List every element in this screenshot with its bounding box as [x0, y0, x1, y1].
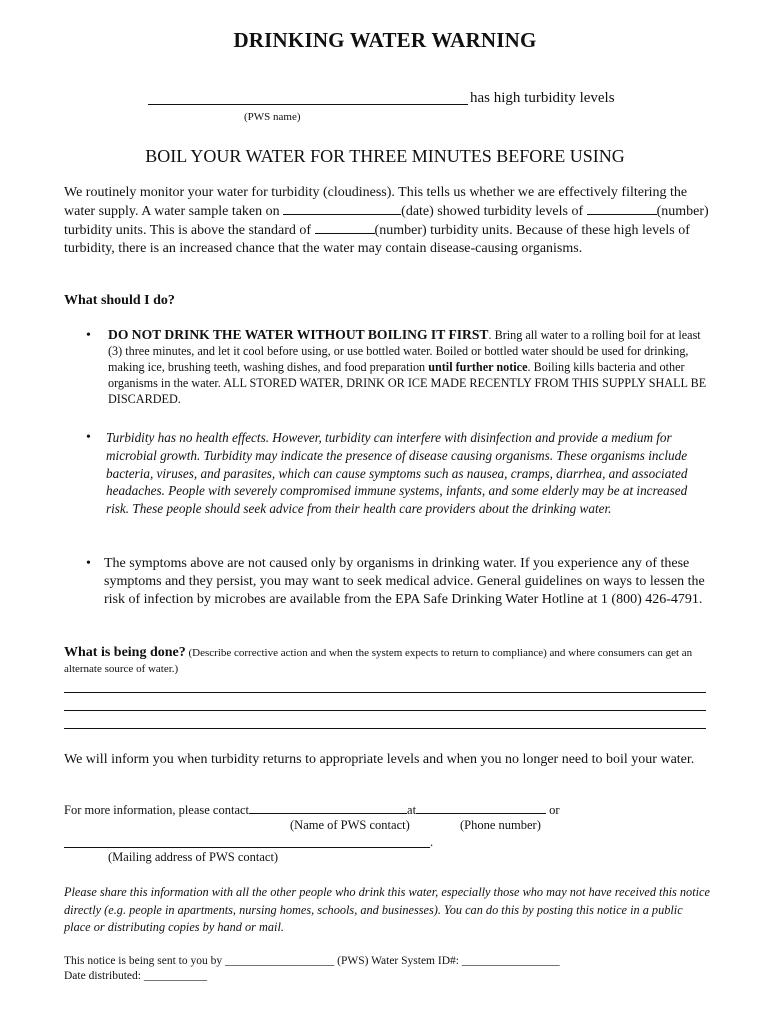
what-is-being-done-instructions: (Describe corrective action and when the system expects to return to compliance) and where consumers can get an alternate source of water.): [64, 647, 693, 675]
contact-lead: For more information, please contact: [64, 803, 250, 817]
what-is-being-done: [64, 645, 710, 677]
bullet-boil-emphasis: until further notice: [428, 360, 528, 374]
what-is-being-done-heading: What is being done?: [64, 645, 186, 660]
intro-paragraph: [64, 184, 710, 258]
number-blank-1: [587, 202, 657, 215]
bullet-boil-instruction: [108, 327, 708, 407]
bullet-icon: •: [86, 556, 91, 571]
bullet-boil-text: . Bring all water to a rolling boil for at least (3) three minutes, and let it cool before using, or use bottled water. Boiled or bottled water should be used for drinking, making ice, brushing teeth, washing dishes, and food preparation: [108, 328, 701, 374]
pws-name-caption: (PWS name): [244, 111, 301, 123]
phone-number-caption: (Phone number): [460, 818, 541, 832]
footer-date-line: Date distributed: ___________: [64, 970, 208, 982]
intro-text-2: (date) showed turbidity levels of: [401, 204, 587, 219]
mailing-address-caption: (Mailing address of PWS contact): [108, 850, 279, 864]
bullet-icon: •: [86, 328, 91, 343]
contact-at: at: [407, 803, 417, 817]
bullet-boil-end: . Boiling kills bacteria and other organisms in the water. ALL STORED WATER, DRINK OR ICE MADE RECENTLY FROM THIS SUPPLY SHALL BE DISCARDED.: [108, 360, 707, 406]
notice-title: DRINKING WATER WARNING: [233, 28, 537, 52]
number-blank-2: [315, 221, 375, 234]
bullet-icon: •: [86, 430, 91, 445]
contact-or: or: [546, 803, 560, 817]
contact-line: [64, 801, 560, 818]
bullet-symptoms: The symptoms above are not caused only by organisms in drinking water. If you experience any of these symptoms and they persist, you may want to seek medical advice. General guidelines on ways to lessen the risk of infection by microbes are available from the EPA Safe Drinking Water Hotline at 1 (800) 426-4791.: [104, 556, 705, 607]
what-should-i-do-heading: What should I do?: [64, 293, 175, 308]
contact-phone-blank: [416, 801, 546, 814]
address-period: .: [430, 835, 434, 849]
corrective-action-line: [64, 710, 706, 711]
boil-heading: BOIL YOUR WATER FOR THREE MINUTES BEFORE USING: [145, 146, 625, 166]
intro-text-1: We routinely monitor your water for turbidity (cloudiness). This tells us whether we are effectively filtering the water supply. A water sample taken on: [64, 185, 688, 219]
corrective-action-line: [64, 692, 706, 693]
pws-turbidity-statement: has high turbidity levels: [470, 90, 615, 106]
date-blank: [283, 202, 401, 215]
intro-text-4: (number) turbidity units. Because of these high levels of turbidity, there is an increased chance that the water may contain disease-causing organisms.: [64, 223, 690, 256]
intro-text-3: (number) turbidity units. This is above the standard of: [64, 204, 709, 238]
share-paragraph: Please share this information with all the other people who drink this water, especially those who may not have received this notice directly (e.g. people in apartments, nursing homes, schools, and businesses). You can do this by posting this notice in a public place or distributing copies by hand or mail.: [64, 885, 710, 934]
contact-name-caption: (Name of PWS contact): [290, 818, 410, 832]
mailing-address-blank: [64, 835, 430, 848]
footer-sender-line: This notice is being sent to you by ___________________ (PWS) Water System ID#: _________________: [64, 955, 560, 967]
corrective-action-line: [64, 728, 706, 729]
pws-name-blank: [148, 90, 468, 105]
contact-name-blank: [249, 801, 407, 814]
bullet-boil-lead: DO NOT DRINK THE WATER WITHOUT BOILING IT FIRST: [108, 327, 489, 342]
inform-paragraph: We will inform you when turbidity returns to appropriate levels and when you no longer need to boil your water.: [64, 752, 695, 767]
bullet-turbidity-effects: Turbidity has no health effects. However, turbidity can interfere with disinfection and provide a medium for microbial growth. Turbidity may indicate the presence of disease causing organisms. These organisms include bacteria, viruses, and parasites, which can cause symptoms such as nausea, cramps, diarrhea, and associated headaches. People with severely compromised immune systems, infants, and some elderly may be at increased risk. These people should seek advice from their health care providers about the drinking water.: [106, 430, 688, 517]
